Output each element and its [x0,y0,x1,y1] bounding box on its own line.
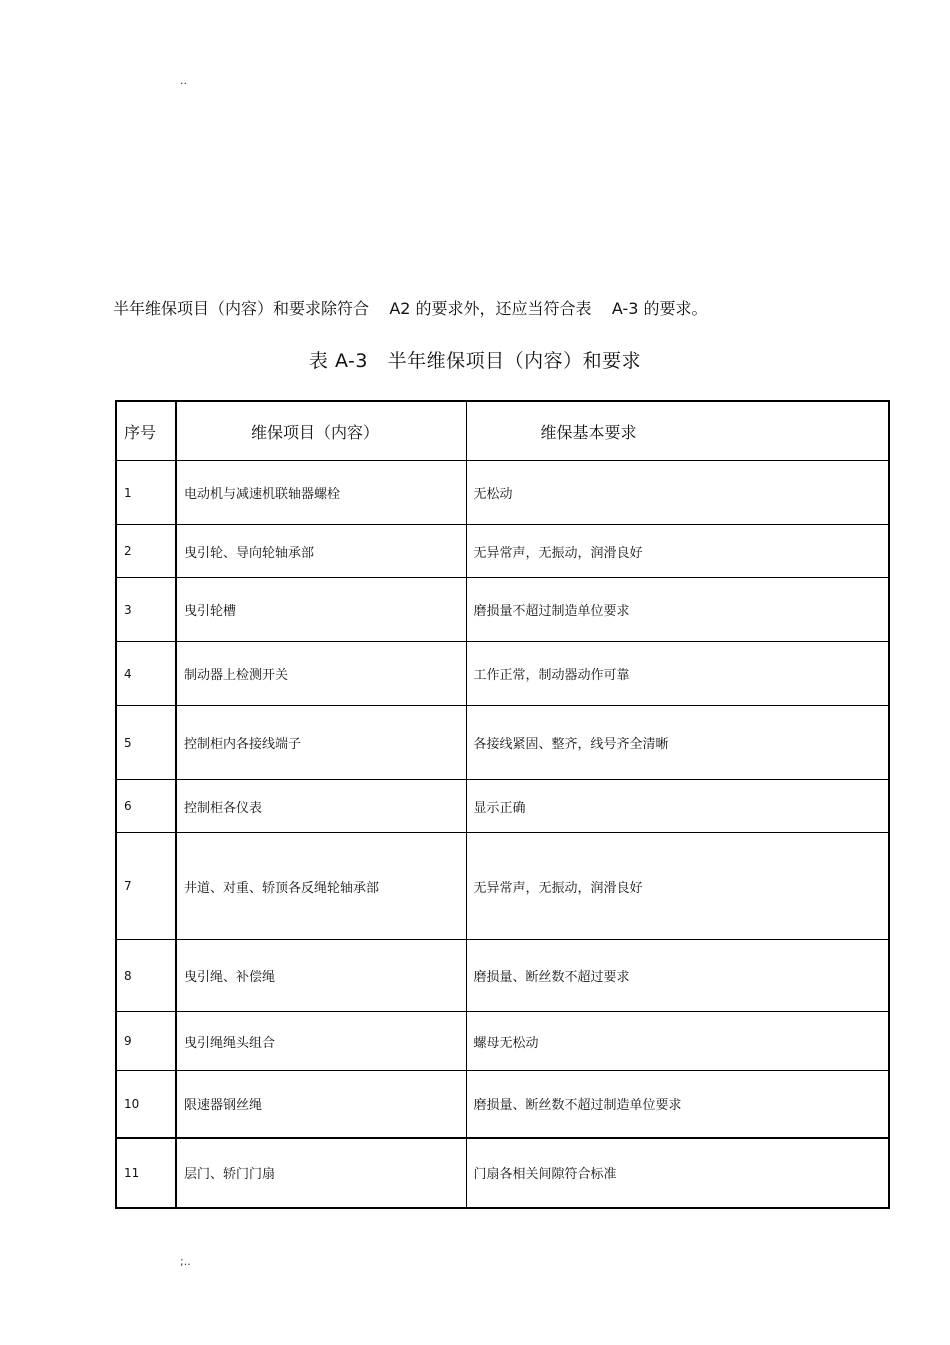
table-row [116,578,889,642]
row-item: 曳引绳、补偿绳 [176,940,466,1012]
table-title: 表 A-3 半年维保项目（内容）和要求 [308,350,642,372]
table-row [116,833,889,940]
row-item: 曳引轮槽 [176,578,466,642]
row-number: 4 [116,642,176,706]
header-mark: .. [180,74,187,87]
row-item: 曳引轮、导向轮轴承部 [176,525,466,578]
row-number: 5 [116,706,176,780]
table-header-row [116,401,889,461]
header-item: 维保项目（内容） [176,401,466,461]
header-number: 序号 [116,401,176,461]
row-requirement: 门扇各相关间隙符合标准 [466,1138,889,1208]
row-item: 控制柜内各接线端子 [176,706,466,780]
row-item: 电动机与减速机联轴器螺栓 [176,461,466,525]
row-requirement: 磨损量不超过制造单位要求 [466,578,889,642]
row-requirement: 工作正常，制动器动作可靠 [466,642,889,706]
row-item: 控制柜各仪表 [176,780,466,833]
table-row [116,1071,889,1138]
row-item: 制动器上检测开关 [176,642,466,706]
table-row [116,1138,889,1208]
row-number: 2 [116,525,176,578]
footer-mark: ;.. [180,1255,191,1268]
table-row [116,461,889,525]
row-number: 7 [116,833,176,940]
table-row [116,642,889,706]
row-item: 限速器钢丝绳 [176,1071,466,1138]
maintenance-table [115,400,890,1209]
table-row [116,940,889,1012]
row-requirement: 磨损量、断丝数不超过制造单位要求 [466,1071,889,1138]
table-row [116,525,889,578]
row-requirement: 无异常声，无振动，润滑良好 [466,833,889,940]
table-row [116,780,889,833]
row-number: 9 [116,1012,176,1071]
row-number: 8 [116,940,176,1012]
row-item: 曳引绳绳头组合 [176,1012,466,1071]
row-number: 6 [116,780,176,833]
row-number: 11 [116,1138,176,1208]
row-item: 井道、对重、轿顶各反绳轮轴承部 [176,833,466,940]
row-number: 10 [116,1071,176,1138]
header-requirement: 维保基本要求 [466,401,889,461]
table-row [116,1012,889,1071]
row-requirement: 螺母无松动 [466,1012,889,1071]
table-row [116,706,889,780]
row-number: 1 [116,461,176,525]
row-requirement: 各接线紧固、整齐，线号齐全清晰 [466,706,889,780]
row-requirement: 无松动 [466,461,889,525]
intro-paragraph: 半年维保项目（内容）和要求除符合 A2 的要求外，还应当符合表 A-3 的要求。 [113,299,708,318]
row-item: 层门、轿门门扇 [176,1138,466,1208]
row-requirement: 磨损量、断丝数不超过要求 [466,940,889,1012]
row-number: 3 [116,578,176,642]
row-requirement: 无异常声，无振动，润滑良好 [466,525,889,578]
row-requirement: 显示正确 [466,780,889,833]
